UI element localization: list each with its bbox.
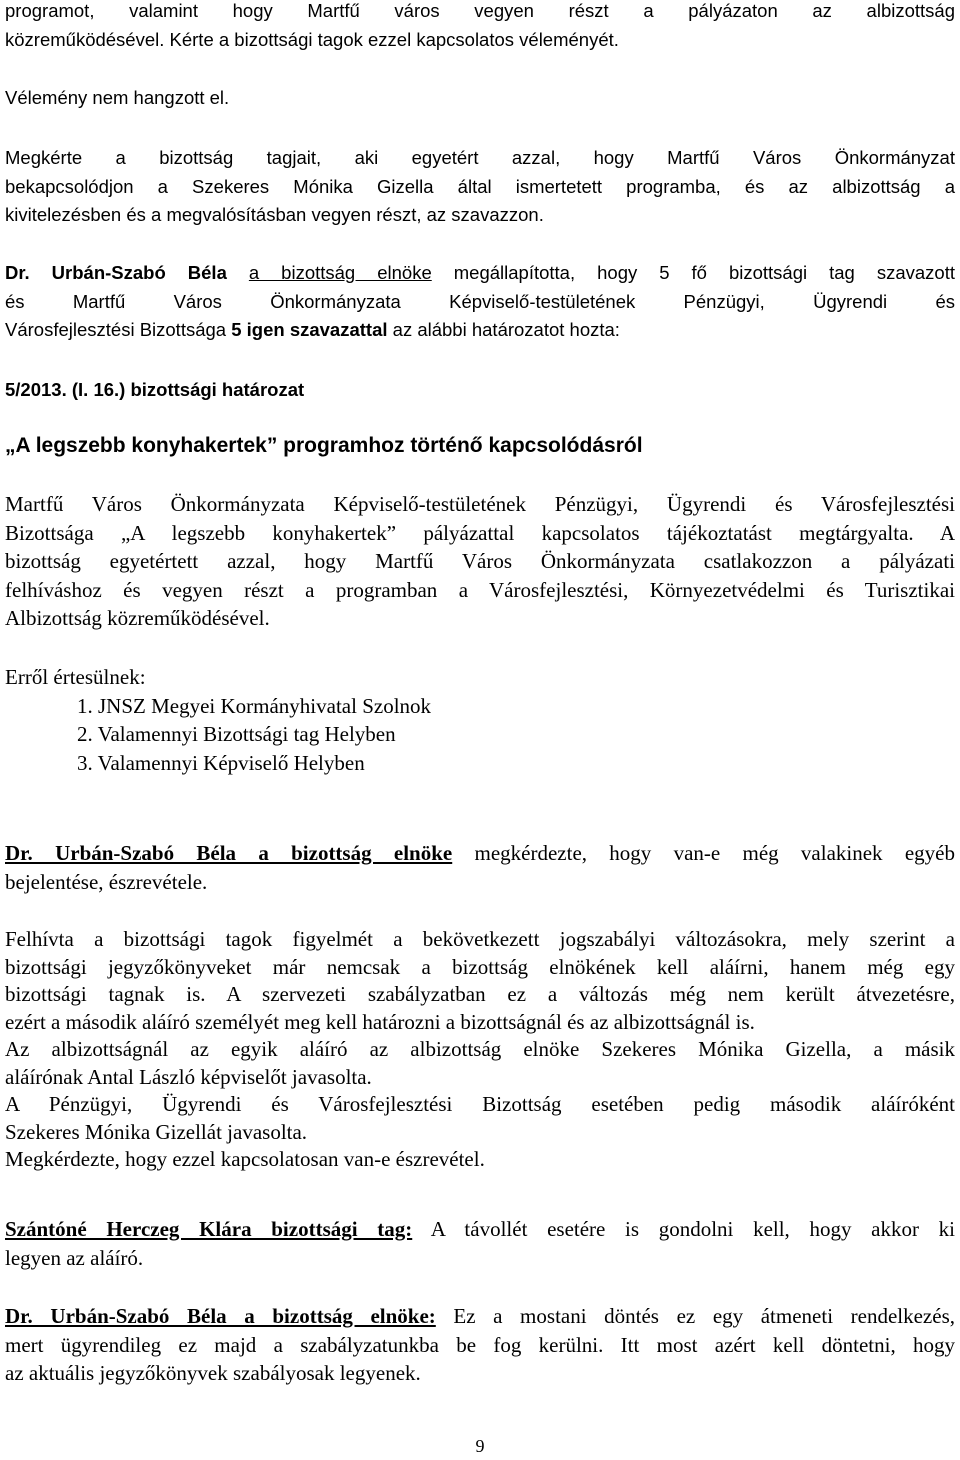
text-line [5,259,955,288]
text-span: az alábbi határozatot hozta: [387,319,620,340]
paragraph-vote-result [5,259,955,345]
text-line: az aktuális jegyzőkönyvek szabályosak legyenek. [5,1361,421,1385]
paragraph-member-comment [5,1215,955,1272]
text-line [5,1302,955,1331]
page-number: 9 [475,1436,485,1456]
vote-count: 5 igen szavazattal [231,319,388,340]
chair-name: Dr. Urbán-Szabó Béla [5,262,227,283]
text-line: Szekeres Mónika Gizellát javasolta. [5,1119,308,1144]
text-line: Megkérte a bizottság tagjait, aki egyetért azzal, hogy Martfű Város Önkormányzat [5,147,955,168]
text-line [5,1215,955,1244]
list-item: 2. Valamennyi Bizottsági tag Helyben [77,722,396,746]
text-span: megkérdezte, hogy van-e még valakinek egyéb [452,841,955,865]
text-line: Az albizottságnál az egyik aláíró az albizottság elnöke Szekeres Mónika Gizella, a másik [5,1037,955,1061]
text-line: Albizottság közreműködésével. [5,606,270,630]
text-line: bizottsági jegyzőkönyveket már nemcsak a bizottság elnökének kell aláírni, hanem még egy [5,954,955,979]
resolution-number: 5/2013. (I. 16.) bizottsági határozat [5,379,305,400]
list-item: 1. JNSZ Megyei Kormányhivatal Szolnok [77,693,432,718]
notify-label: Erről értesülnek: [5,665,146,689]
text-line: ezért a második aláíró személyét meg kell határozni a bizottságnál és az albizottságnál is. [5,1009,755,1034]
text-line: és Martfű Város Önkormányzata Képviselő-testületének Pénzügyi, Ügyrendi és [5,290,955,312]
recipient-list [5,692,955,778]
paragraph-no-opinion [5,84,955,113]
text-line: felhíváshoz és vegyen részt a programban a Városfejlesztési, Környezetvédelmi és Turisztikai [5,577,955,602]
text-line: közreműködésével. Kérte a bizottsági tagok ezzel kapcsolatos véleményét. [5,28,619,50]
text-line: Bizottsága „A legszebb konyhakertek” pályázattal kapcsolatos tájékoztatást megtárgyalta. A [5,520,955,545]
speaker-name: Dr. Urbán-Szabó Béla a bizottság elnöke [5,841,453,865]
speaker-name: Szántóné Herczeg Klára bizottsági tag: [5,1217,413,1241]
list-item: 3. Valamennyi Képviselő Helyben [77,750,365,775]
text-line [5,316,955,345]
text-line: Vélemény nem hangzott el. [5,87,230,108]
text-line: Felhívta a bizottsági tagok figyelmét a bekövetkezett jogszabályi változásokra, mely szerint a [5,927,955,951]
paragraph-chair-question [5,839,955,896]
text-span: A távollét esetére is gondolni kell, hogy akkor ki [412,1217,955,1241]
text-line: kivitelezésben és a megvalósításban vegyen részt, az szavazzon. [5,204,544,225]
text-line: legyen az aláíró. [5,1245,144,1270]
paragraph-signatory [5,926,955,1174]
text-line: bizottsági tagnak is. A szervezeti szabályzatban ez a változás még nem került átvezetésre, [5,982,955,1006]
chair-role: a bizottság elnöke [248,262,432,283]
text-line: Megkérdezte, hogy ezzel kapcsolatosan van-e észrevétel. [5,1147,485,1171]
text-line: mert ügyrendileg ez majd a szabályzatunkba be fog kerülni. Itt most azért kell döntetni, hogy [5,1332,955,1357]
text-line: aláírónak Antal László képviselőt javasolta. [5,1064,372,1089]
resolution-title: „A legszebb konyhakertek” programhoz történő kapcsolódásról [5,434,643,457]
paragraph-vote-request [5,144,955,230]
text-span: Ez a mostani döntés ez egy átmeneti rendelkezés, [435,1304,955,1328]
paragraph-chair-reply [5,1302,955,1388]
paragraph-intro [5,0,955,54]
resolution-body [5,490,955,633]
text-line: bekapcsolódjon a Szekeres Mónika Gizella által ismertetett programba, és az albizottság a [5,175,955,197]
text-line: programot, valamint hogy Martfű város vegyen részt a pályázaton az albizottság [5,0,955,21]
text-line: bizottság egyetértett azzal, hogy Martfű Város Önkormányzata csatlakozzon a pályázati [5,549,955,573]
text-line: A Pénzügyi, Ügyrendi és Városfejlesztési Bizottság esetében pedig második aláíróként [5,1092,955,1116]
speaker-name: Dr. Urbán-Szabó Béla a bizottság elnöke: [5,1304,436,1328]
text-line: bejelentése, észrevétele. [5,869,208,894]
text-span: Városfejlesztési Bizottsága [5,319,232,340]
notify-section [5,663,955,777]
text-line: Martfű Város Önkormányzata Képviselő-testületének Pénzügyi, Ügyrendi és Városfejlesztési [5,492,955,516]
text-span: megállapította, hogy 5 fő bizottsági tag szavazott [431,262,955,283]
text-line [5,839,955,868]
